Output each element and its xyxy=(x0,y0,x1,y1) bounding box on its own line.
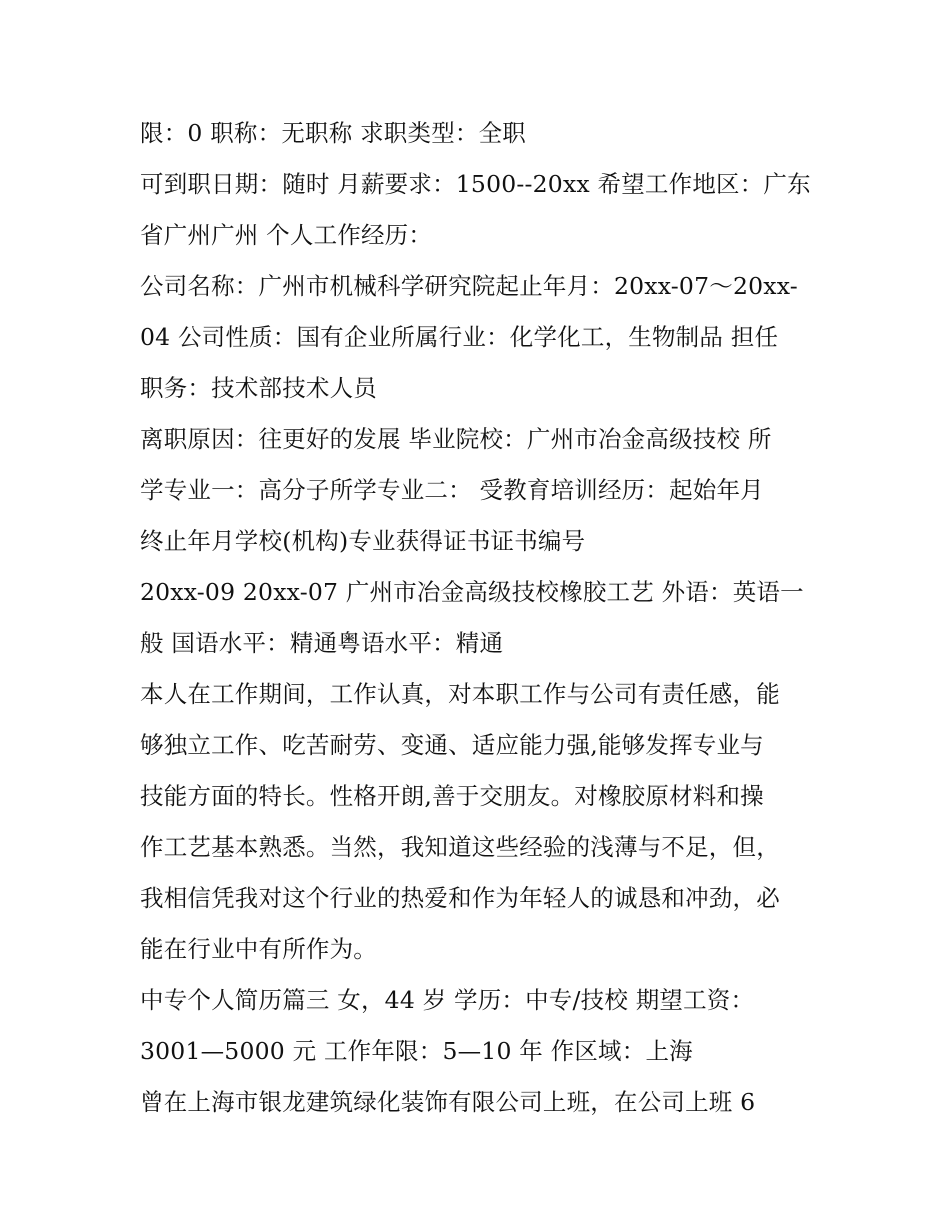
text-line: 技能方面的特长。性格开朗,善于交朋友。对橡胶原材料和操 xyxy=(140,782,764,810)
text-line: 限：0 职称：无职称 求职类型：全职 xyxy=(140,119,526,147)
document-body xyxy=(140,108,820,1128)
text-line: 般 国语水平：精通粤语水平：精通 xyxy=(140,629,504,657)
text-line: 公司名称：广州市机械科学研究院起止年月：20xx-07～20xx- xyxy=(140,272,798,300)
text-line: 学专业一：高分子所学专业二： 受教育培训经历：起始年月 xyxy=(140,476,764,504)
text-line: 能在行业中有所作为。 xyxy=(140,935,377,963)
text-line: 我相信凭我对这个行业的热爱和作为年轻人的诚恳和冲劲，必 xyxy=(140,884,780,912)
text-line: 够独立工作、吃苦耐劳、变通、适应能力强,能够发挥专业与 xyxy=(140,731,764,759)
text-line: 曾在上海市银龙建筑绿化装饰有限公司上班，在公司上班 6 xyxy=(140,1088,756,1116)
text-line: 可到职日期：随时 月薪要求：1500--20xx 希望工作地区：广东 xyxy=(140,170,811,198)
text-line: 省广州广州 个人工作经历： xyxy=(140,221,433,249)
text-line: 职务：技术部技术人员 xyxy=(140,374,377,402)
text-line: 3001—5000 元 工作年限：5—10 年 作区域：上海 xyxy=(140,1037,693,1065)
text-line: 终止年月学校(机构)专业获得证书证书编号 xyxy=(140,527,586,555)
text-line: 本人在工作期间，工作认真，对本职工作与公司有责任感，能 xyxy=(140,680,780,708)
text-line: 离职原因：往更好的发展 毕业院校：广州市冶金高级技校 所 xyxy=(140,425,772,453)
text-line: 作工艺基本熟悉。当然，我知道这些经验的浅薄与不足，但， xyxy=(140,833,780,861)
text-line: 中专个人简历篇三 女，44 岁 学历：中专/技校 期望工资： xyxy=(140,986,755,1014)
text-line: 20xx-09 20xx-07 广州市冶金高级技校橡胶工艺 外语：英语一 xyxy=(140,578,804,606)
text-line: 04 公司性质：国有企业所属行业：化学化工，生物制品 担任 xyxy=(140,323,779,351)
